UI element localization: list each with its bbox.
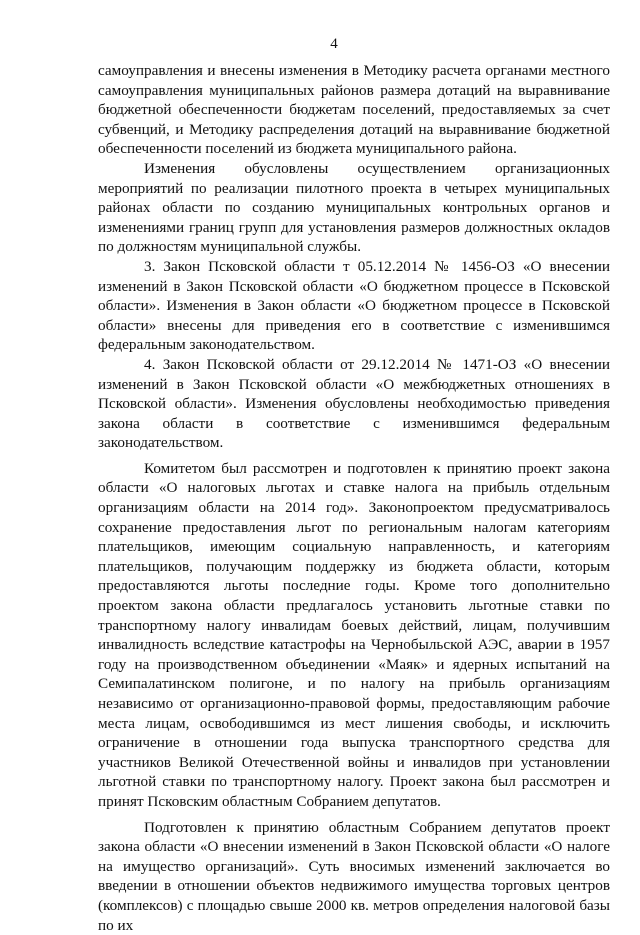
paragraph-property-tax: Подготовлен к принятию областным Собранием депутатов проект закона области «О внесении изменений в Закон Псковской области «О налоге на имущество организаций». Суть вносимых изменений заключается во введении в отношении объектов недвижимого имущества торговых центров (комплексов) с площадью свыше 2000 кв. метров определения налоговой базы по их [98, 818, 610, 934]
page-number: 4 [330, 36, 338, 52]
paragraph-continuation: самоуправления и внесены изменения в Методику расчета органами местного самоуправления муниципальных районов размера дотаций на выравнивание бюджетной обеспеченности бюджетам поселений, предоставляемых за счет субвенций, и Методику распределения дотаций на выравнивание бюджетной обеспеченности поселений из бюджета муниципального района. [98, 62, 610, 158]
paragraph-tax-benefits: Комитетом был рассмотрен и подготовлен к принятию проект закона области «О налоговых льготах и ставке налога на прибыль отдельным организациям области на 2014 год». Законопроектом предусматривалось сохранение предоставления льгот по региональным налогам категориям плательщиков, имеющим социальную направленность, и категориям плательщиков, получающим поддержку из бюджета области, которым предоставляются льготы последние годы. Кроме того дополнительно проектом закона области предлагалось установить льготные ставки по транспортному налогу инвалидам боевых действий, лицам, получившим инвалидность вследствие катастрофы на Чернобыльской АЭС, аварии в 1957 году на производственном объединении «Маяк» и ядерных испытаний на Семипалатинском полигоне, и по налогу на прибыль организациям независимо от организационно-правовой формы, предоставляющим рабочие места лицам, освободившимся из мест лишения свободы, и исключить ограничение в отношении года выпуска транспортного средства для участников Великой Отечественной войны и инвалидов при установлении льготной ставки по транспортному налогу. Проект закона был рассмотрен и принят Псковским областным Собранием депутатов. [98, 459, 610, 810]
paragraph-law-1456: 3. Закон Псковской области т 05.12.2014 № 1456-ОЗ «О внесении изменений в Закон Псковской области «О бюджетном процессе в Псковской области». Изменения в Закон области «О бюджетном процессе в Псковской области» внесены для приведения его в соответствие с изменившимся федеральным законодательством. [98, 257, 610, 354]
paragraph-pilot-project: Изменения обусловлены осуществлением организационных мероприятий по реализации пилотного проекта в четырех муниципальных районах области по созданию муниципальных контрольных органов и изменениями границ групп для установления размеров должностных окладов по должностям муниципальной службы. [98, 159, 610, 256]
paragraph-law-1471: 4. Закон Псковской области от 29.12.2014 № 1471-ОЗ «О внесении изменений в Закон Псковской области «О межбюджетных отношениях в Псковской области». Изменения обусловлены необходимостью приведения закона области в соответствие с изменившимся федеральным законодательством. [98, 355, 610, 452]
